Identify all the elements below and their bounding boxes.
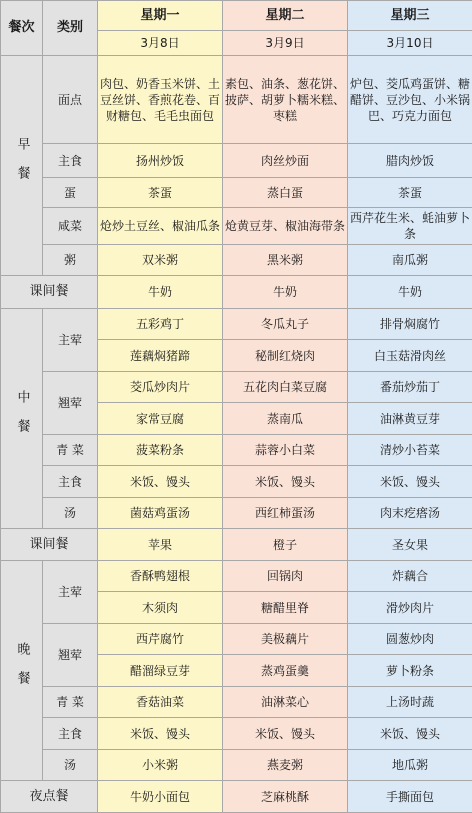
menu-cell: 小米粥 [98, 749, 223, 781]
menu-cell: 米饭、馒头 [348, 466, 472, 498]
menu-cell: 油淋菜心 [223, 686, 348, 718]
category-cell: 主荤 [43, 308, 98, 371]
day-header-wed: 星期三 [348, 1, 472, 31]
meal-header: 餐次 [1, 1, 43, 56]
menu-cell: 西芹腐竹 [98, 623, 223, 655]
menu-cell: 油淋黄豆芽 [348, 403, 472, 435]
menu-cell: 西芹花生米、蚝油萝卜条 [348, 208, 472, 245]
snack-label: 课间餐 [1, 529, 98, 561]
table-row [1, 371, 472, 403]
menu-cell: 米饭、馒头 [98, 718, 223, 750]
menu-cell: 醋溜绿豆芽 [98, 655, 223, 687]
table-row [1, 749, 472, 781]
menu-cell: 香菇油菜 [98, 686, 223, 718]
menu-cell: 米饭、馒头 [223, 718, 348, 750]
menu-cell: 燕麦粥 [223, 749, 348, 781]
table-row [1, 276, 472, 309]
dinner-label: 晚餐 [1, 560, 43, 781]
menu-cell: 圣女果 [348, 529, 472, 561]
table-row [1, 466, 472, 498]
table-row [1, 497, 472, 529]
category-cell: 汤 [43, 497, 98, 529]
breakfast-label: 早餐 [1, 55, 43, 276]
menu-cell: 腊肉炒饭 [348, 144, 472, 178]
day-header-tue: 星期二 [223, 1, 348, 31]
menu-cell: 手撕面包 [348, 781, 472, 813]
table-row [1, 308, 472, 340]
menu-cell: 南瓜粥 [348, 244, 472, 276]
menu-cell: 米饭、馒头 [223, 466, 348, 498]
menu-cell: 炝炒土豆丝、椒油瓜条 [98, 208, 223, 245]
category-cell: 主食 [43, 144, 98, 178]
lunch-label: 中餐 [1, 308, 43, 529]
table-row [1, 208, 472, 245]
category-cell: 咸菜 [43, 208, 98, 245]
menu-cell: 蒸南瓜 [223, 403, 348, 435]
menu-cell: 蒸鸡蛋羹 [223, 655, 348, 687]
category-cell: 面点 [43, 55, 98, 143]
category-cell: 青 菜 [43, 686, 98, 718]
category-cell: 青 菜 [43, 434, 98, 466]
date-wed: 3月10日 [348, 31, 472, 55]
menu-cell: 肉丝炒面 [223, 144, 348, 178]
menu-cell: 炝黄豆芽、椒油海带条 [223, 208, 348, 245]
date-mon: 3月8日 [98, 31, 223, 55]
menu-cell: 双米粥 [98, 244, 223, 276]
menu-cell: 茶蛋 [348, 177, 472, 207]
table-row [1, 686, 472, 718]
category-cell: 主荤 [43, 560, 98, 623]
night-snack-label: 夜点餐 [1, 781, 98, 813]
table-row [1, 529, 472, 561]
table-row [1, 244, 472, 276]
date-tue: 3月9日 [223, 31, 348, 55]
menu-cell: 冬瓜丸子 [223, 308, 348, 340]
menu-cell: 菌菇鸡蛋汤 [98, 497, 223, 529]
menu-cell: 苹果 [98, 529, 223, 561]
menu-cell: 茶蛋 [98, 177, 223, 207]
table-row [1, 781, 472, 813]
day-header-mon: 星期一 [98, 1, 223, 31]
menu-cell: 美极藕片 [223, 623, 348, 655]
menu-cell: 茭瓜炒肉片 [98, 371, 223, 403]
menu-cell: 蒜蓉小白菜 [223, 434, 348, 466]
table-row [1, 718, 472, 750]
menu-cell: 香酥鸭翅根 [98, 560, 223, 592]
menu-cell: 地瓜粥 [348, 749, 472, 781]
menu-cell: 菠菜粉条 [98, 434, 223, 466]
table-row [1, 144, 472, 178]
table-row [1, 623, 472, 655]
menu-cell: 家常豆腐 [98, 403, 223, 435]
menu-cell: 番茄炒茄丁 [348, 371, 472, 403]
snack-label: 课间餐 [1, 276, 98, 309]
menu-cell: 牛奶 [348, 276, 472, 309]
menu-cell: 排骨焖腐竹 [348, 308, 472, 340]
category-cell: 主食 [43, 718, 98, 750]
menu-cell: 米饭、馒头 [348, 718, 472, 750]
menu-cell: 肉包、奶香玉米饼、土豆丝饼、香煎花卷、百财糖包、毛毛虫面包 [98, 55, 223, 143]
table-row [1, 434, 472, 466]
menu-cell: 萝卜粉条 [348, 655, 472, 687]
menu-cell: 回锅肉 [223, 560, 348, 592]
menu-cell: 西红柿蛋汤 [223, 497, 348, 529]
category-cell: 翘荤 [43, 371, 98, 434]
menu-cell: 素包、油条、葱花饼、披萨、胡萝卜糯米糕、枣糕 [223, 55, 348, 143]
menu-cell: 牛奶小面包 [98, 781, 223, 813]
table-row [1, 177, 472, 207]
menu-cell: 肉末疙瘩汤 [348, 497, 472, 529]
category-cell: 汤 [43, 749, 98, 781]
menu-cell: 白玉菇滑肉丝 [348, 340, 472, 372]
menu-cell: 橙子 [223, 529, 348, 561]
table-row [1, 55, 472, 143]
menu-cell: 滑炒肉片 [348, 592, 472, 624]
menu-cell: 秘制红烧肉 [223, 340, 348, 372]
menu-cell: 上汤时蔬 [348, 686, 472, 718]
category-cell: 蛋 [43, 177, 98, 207]
table-row [1, 560, 472, 592]
menu-cell: 炸藕合 [348, 560, 472, 592]
menu-cell: 糖醋里脊 [223, 592, 348, 624]
menu-cell: 五花肉白菜豆腐 [223, 371, 348, 403]
category-header: 类别 [43, 1, 98, 56]
menu-cell: 扬州炒饭 [98, 144, 223, 178]
menu-cell: 芝麻桃酥 [223, 781, 348, 813]
menu-cell: 黑米粥 [223, 244, 348, 276]
header-row [1, 1, 472, 31]
menu-cell: 五彩鸡丁 [98, 308, 223, 340]
menu-cell: 木须肉 [98, 592, 223, 624]
menu-cell: 清炒小苔菜 [348, 434, 472, 466]
category-cell: 主食 [43, 466, 98, 498]
menu-cell: 牛奶 [98, 276, 223, 309]
menu-cell: 炉包、茭瓜鸡蛋饼、糖醋饼、豆沙包、小米锅巴、巧克力面包 [348, 55, 472, 143]
menu-cell: 圆葱炒肉 [348, 623, 472, 655]
category-cell: 翘荤 [43, 623, 98, 686]
menu-cell: 牛奶 [223, 276, 348, 309]
category-cell: 粥 [43, 244, 98, 276]
menu-cell: 米饭、馒头 [98, 466, 223, 498]
menu-cell: 莲藕焖猪蹄 [98, 340, 223, 372]
menu-cell: 蒸白蛋 [223, 177, 348, 207]
